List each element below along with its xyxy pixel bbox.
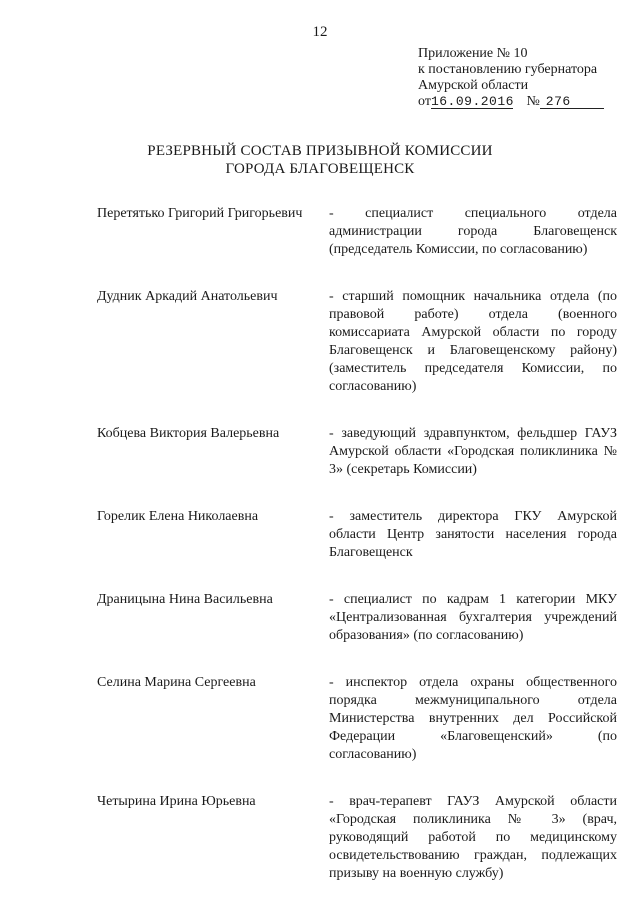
member-name: Кобцева Виктория Валерьевна xyxy=(97,426,280,441)
member-entry xyxy=(97,674,617,764)
member-name: Перетятько Григорий Григорьевич xyxy=(97,206,303,221)
member-description: - инспектор отдела охраны общественного порядка межмуниципального отдела Министерства внутренних дел Российской Федерации «Благовещенский» (по согласованию) xyxy=(329,675,617,762)
member-entry xyxy=(97,425,617,479)
date-prefix: от xyxy=(418,94,431,109)
member-description: - старший помощник начальника отдела (по правовой работе) отдела (военного комиссариата Амурской области по городу Благовещенск и Благовещенскому району) (заместитель председателя Комиссии, по согласованию) xyxy=(329,289,617,394)
appendix-date-line xyxy=(418,94,628,110)
members-list xyxy=(97,205,617,883)
member-entry xyxy=(97,793,617,883)
member-description: - заведующий здравпунктом, фельдшер ГАУЗ Амурской области «Городская поликлиника № 3» (секретарь Комиссии) xyxy=(329,426,617,477)
member-description: - заместитель директора ГКУ Амурской области Центр занятости населения города Благовещенск xyxy=(329,509,617,560)
member-entry xyxy=(97,591,617,645)
appendix-region: Амурской области xyxy=(418,78,529,93)
member-entry xyxy=(97,288,617,396)
member-name: Дудник Аркадий Анатольевич xyxy=(97,289,278,304)
appendix-reference: к постановлению губернатора xyxy=(418,62,598,77)
member-name: Селина Марина Сергеевна xyxy=(97,675,256,690)
member-description: - специалист по кадрам 1 категории МКУ «Централизованная бухгалтерия учреждений образования» (по согласованию) xyxy=(329,592,617,643)
number-sign: № xyxy=(526,94,540,109)
member-entry xyxy=(97,508,617,562)
decree-number: 276 xyxy=(540,95,604,109)
decree-date: 16.09.2016 xyxy=(430,94,514,109)
appendix-title: Приложение № 10 xyxy=(418,46,528,61)
page-number: 12 xyxy=(312,24,328,40)
document-title xyxy=(0,142,640,178)
member-entry xyxy=(97,205,617,259)
member-name: Драницына Нина Васильевна xyxy=(97,592,273,607)
title-line-1: РЕЗЕРВНЫЙ СОСТАВ ПРИЗЫВНОЙ КОМИССИИ xyxy=(147,143,493,159)
appendix-header xyxy=(418,46,628,110)
member-name: Горелик Елена Николаевна xyxy=(97,509,259,524)
member-name: Четырина Ирина Юрьевна xyxy=(97,794,256,809)
member-description: - специалист специального отдела администрации города Благовещенск (председатель Комиссии, по согласованию) xyxy=(329,206,617,257)
member-description: - врач-терапевт ГАУЗ Амурской области «Городская поликлиника № 3» (врач, руководящий работой по медицинскому освидетельствованию граждан, подлежащих призыву на военную службу) xyxy=(329,794,617,881)
title-line-2: ГОРОДА БЛАГОВЕЩЕНСК xyxy=(225,161,415,177)
